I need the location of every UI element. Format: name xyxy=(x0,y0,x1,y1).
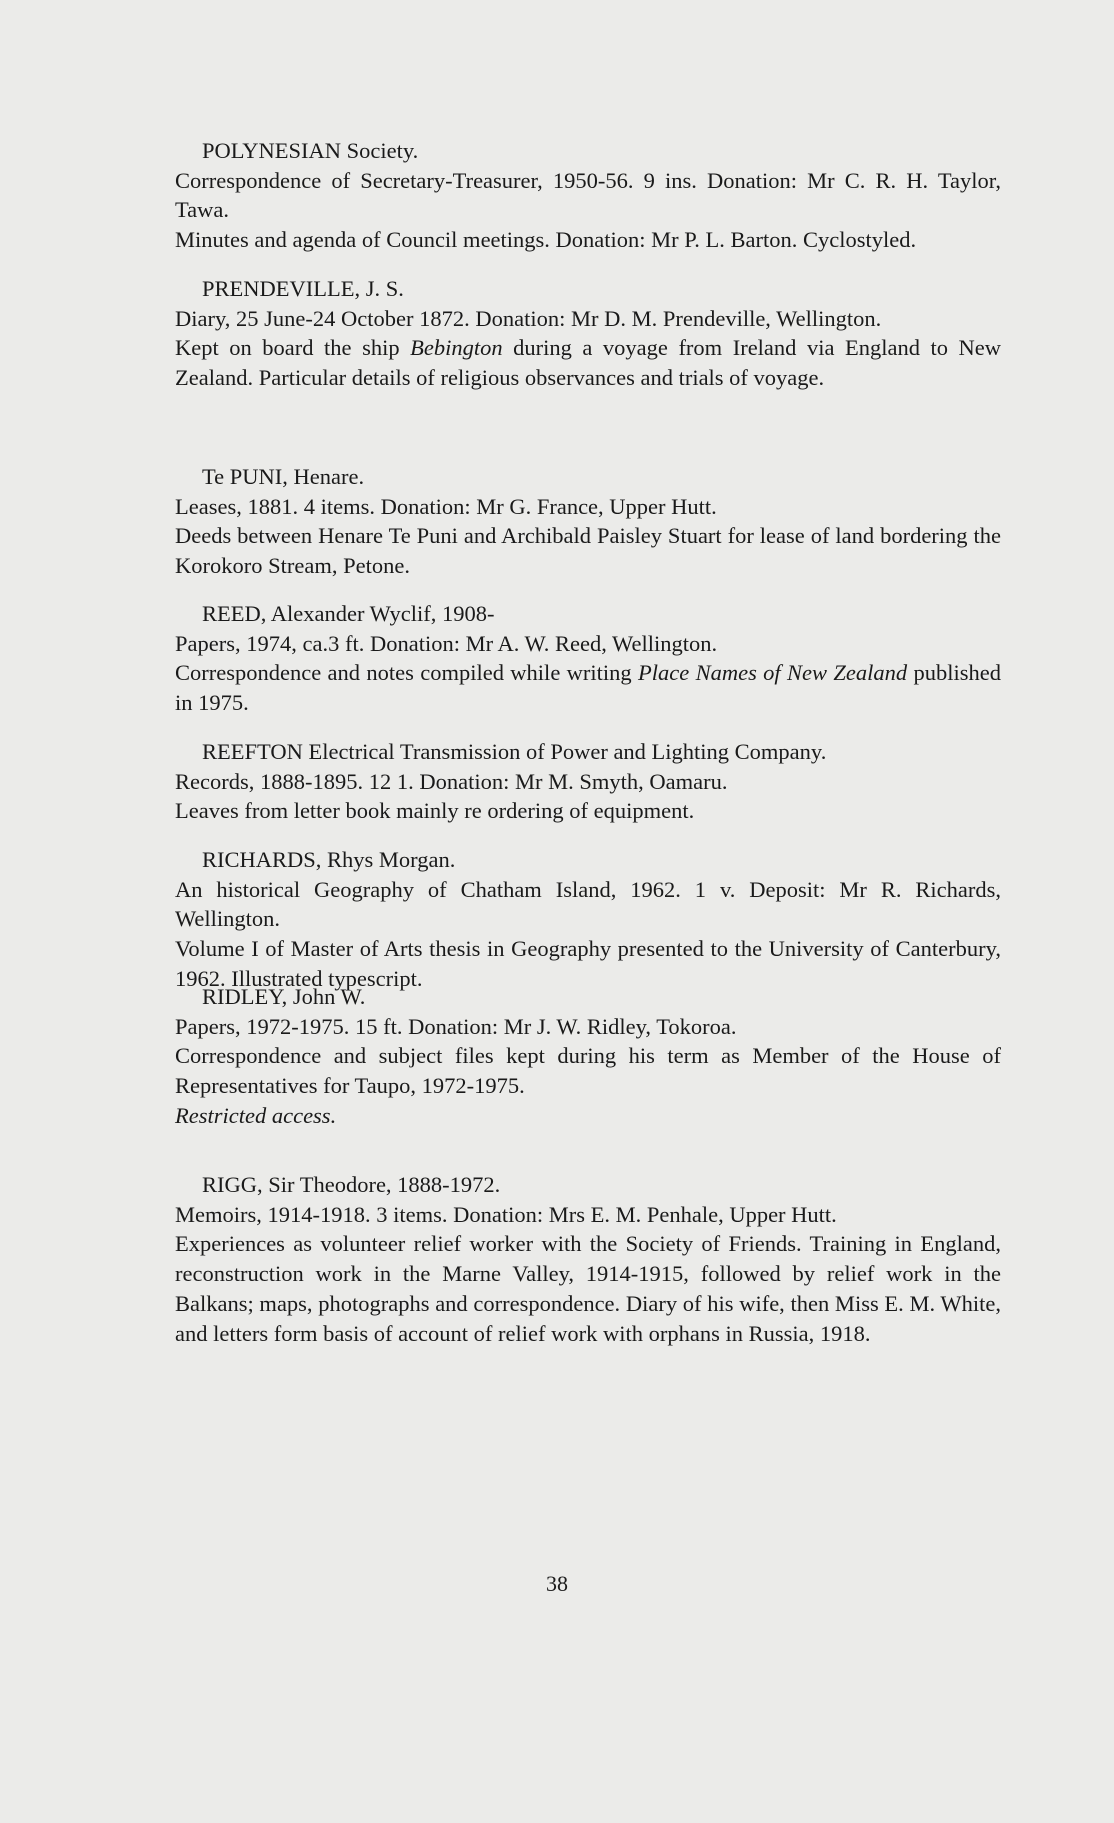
entry-line: Papers, 1974, ca.3 ft. Donation: Mr A. W. Reed, Wellington. xyxy=(175,630,718,656)
description-text: published in 1975. xyxy=(175,660,1001,716)
restricted-note: Restricted access. xyxy=(175,1102,337,1128)
entry-line: Experiences as volunteer relief worker with the Society of Friends. Training in England, reconstruction work in the Marne Valley, 1914-1915, followed by relief work in the Balkans; maps, photographs and correspondence. Diary of his wife, then Miss E. M. White, and letters form basis of account of relief work with orphans in Russia, 1918. xyxy=(175,1231,1001,1346)
entry-description xyxy=(175,333,1001,392)
description-text: Kept on board the ship xyxy=(175,335,411,361)
book-title: Place Names of New Zealand xyxy=(638,660,908,686)
entry-line: Memoirs, 1914-1918. 3 items. Donation: Mrs E. M. Penhale, Upper Hutt. xyxy=(175,1201,837,1227)
entry-heading: PRENDEVILLE, J. S. xyxy=(202,276,404,301)
entry-te-puni xyxy=(175,462,1001,581)
entry-line: Minutes and agenda of Council meetings. Donation: Mr P. L. Barton. Cyclostyled. xyxy=(175,227,917,253)
entry-rigg xyxy=(175,1170,1001,1348)
entry-line: Correspondence of Secretary-Treasurer, 1950-56. 9 ins. Donation: Mr C. R. H. Taylor, Tawa. xyxy=(175,167,1001,223)
entry-description xyxy=(175,658,1001,717)
entry-heading: REEFTON Electrical Transmission of Power and Lighting Company. xyxy=(202,739,827,764)
entry-line: Papers, 1972-1975. 15 ft. Donation: Mr J. W. Ridley, Tokoroa. xyxy=(175,1013,737,1039)
entry-line: Diary, 25 June-24 October 1872. Donation: Mr D. M. Prendeville, Wellington. xyxy=(175,305,882,331)
entry-line: Leaves from letter book mainly re ordering of equipment. xyxy=(175,798,695,824)
entry-line: Volume I of Master of Arts thesis in Geography presented to the University of Canterbury, 1962. Illustrated typescript. xyxy=(175,936,1001,991)
entry-richards xyxy=(175,845,1001,994)
entry-heading: RIGG, Sir Theodore, 1888-1972. xyxy=(202,1172,501,1197)
description-text: during a voyage from Ireland via England to New Zealand. Particular details of religious observances and trials of voyage. xyxy=(175,335,1001,391)
entry-heading: REED, Alexander Wyclif, 1908- xyxy=(202,601,495,626)
entry-heading: RICHARDS, Rhys Morgan. xyxy=(202,847,456,872)
entry-reefton xyxy=(175,737,1001,826)
entry-line: Correspondence and subject files kept during his term as Member of the House of Representatives for Taupo, 1972-1975. xyxy=(175,1043,1001,1099)
entry-heading: Te PUNI, Henare. xyxy=(202,464,365,489)
entry-heading: POLYNESIAN Society. xyxy=(202,138,419,163)
entry-line: Records, 1888-1895. 12 1. Donation: Mr M. Smyth, Oamaru. xyxy=(175,768,728,794)
entry-prendeville xyxy=(175,274,1001,393)
description-text: Correspondence and notes compiled while writing xyxy=(175,660,638,686)
ship-name: Bebington xyxy=(410,335,503,361)
entry-heading: RIDLEY, John W. xyxy=(202,984,366,1009)
page-number: 38 xyxy=(546,1571,568,1596)
entry-reed xyxy=(175,599,1001,718)
entry-line: Deeds between Henare Te Puni and Archibald Paisley Stuart for lease of land bordering the Korokoro Stream, Petone. xyxy=(175,523,1001,579)
entry-line: An historical Geography of Chatham Island, 1962. 1 v. Deposit: Mr R. Richards, Wellington. xyxy=(175,876,1001,932)
entry-ridley xyxy=(175,982,1001,1131)
entry-polynesian xyxy=(175,136,1001,255)
entry-line: Leases, 1881. 4 items. Donation: Mr G. France, Upper Hutt. xyxy=(175,493,717,519)
